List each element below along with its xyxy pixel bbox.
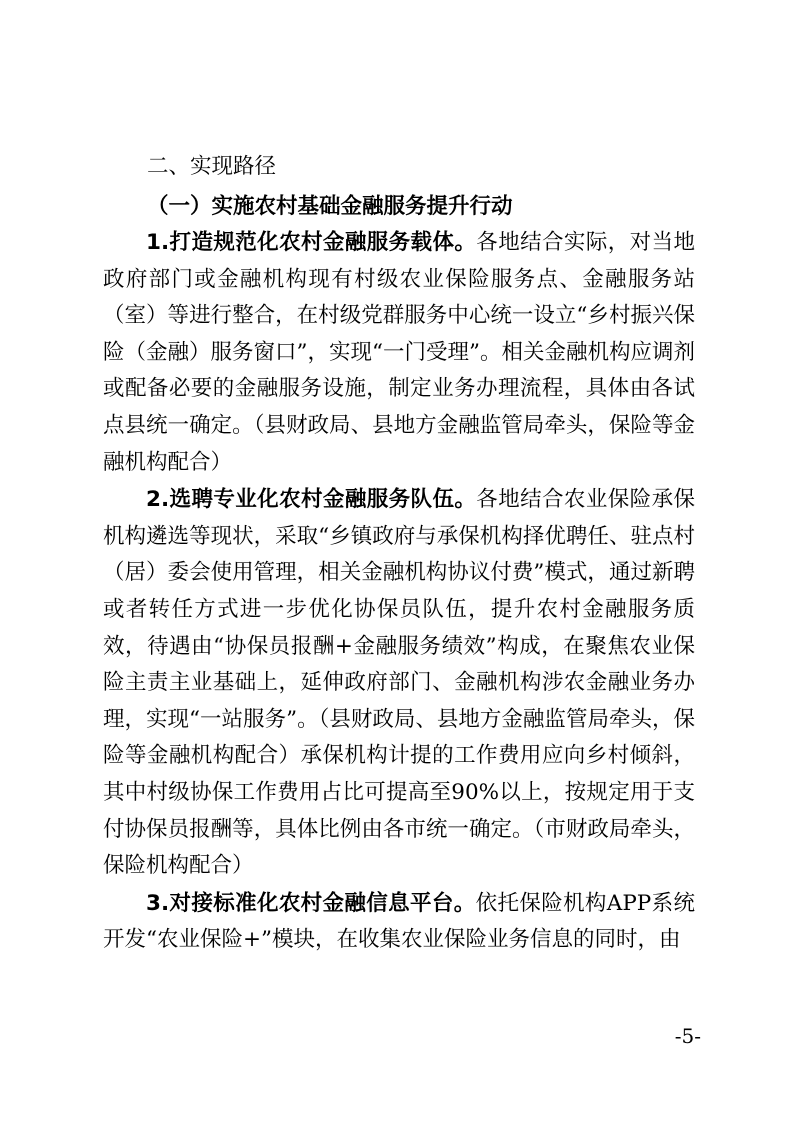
paragraph-2-body: 各地结合农业保险承保机构遴选等现状，采取“乡镇政府与承保机构择优聘任、驻点村（居）委会使用管理，相关金融机构协议付费”模式，通过新聘或者转任方式进一步优化协保员队伍，提升农村金融服务质效，待遇由“协保员报酬+金融服务绩效”构成，在聚焦农业保险主责主业基础上，延伸政府部门、金融机构涉农金融业务办理，实现“一站服务”。（县财政局、县地方金融监管局牵头，保险等金融机构配合）承保机构计提的工作费用应向乡村倾斜，其中村级协保工作费用占比可提高至90%以上，按规定用于支付协保员报酬等，具体比例由各市统一确定。（市财政局牵头，保险机构配合）	[103, 487, 695, 879]
paragraph-3-body: 依托保险机构APP系统开发“农业保险+”模块，在收集农业保险业务信息的同时，由	[103, 890, 695, 953]
paragraph-3-lead: 3.对接标准化农村金融信息平台。	[146, 890, 476, 916]
paragraph-2	[103, 482, 695, 885]
page-number: -5-	[674, 1024, 701, 1048]
paragraph-1-body: 各地结合实际，对当地政府部门或金融机构现有村级农业保险服务点、金融服务站（室）等进行整合，在村级党群服务中心统一设立“乡村振兴保险（金融）服务窗口”，实现“一门受理”。相关金融机构应调剂或配备必要的金融服务设施，制定业务办理流程，具体由各试点县统一确定。（县财政局、县地方金融监管局牵头，保险等金融机构配合）	[103, 230, 695, 475]
body-text	[103, 225, 695, 959]
paragraph-1	[103, 225, 695, 481]
paragraph-2-lead: 2.选聘专业化农村金融服务队伍。	[146, 487, 477, 513]
section-heading: 二、实现路径	[147, 154, 277, 179]
paragraph-3	[103, 886, 695, 959]
subsection-heading: （一）实施农村基础金融服务提升行动	[147, 194, 513, 219]
paragraph-1-lead: 1.打造规范化农村金融服务载体。	[146, 230, 477, 255]
